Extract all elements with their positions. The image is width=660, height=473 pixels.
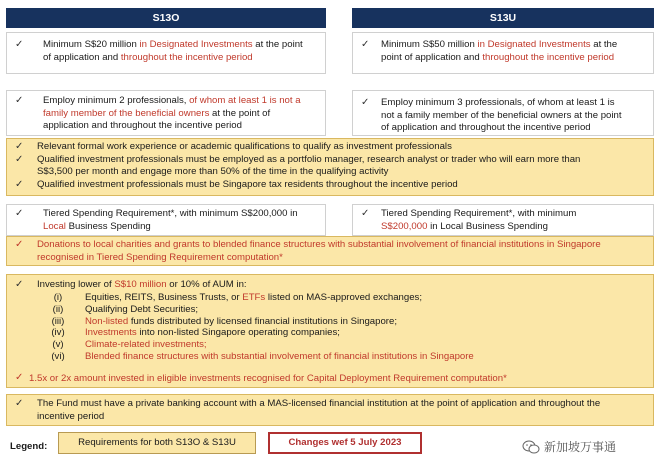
s13o-spending-requirement bbox=[6, 204, 326, 236]
item-number: (i) bbox=[53, 292, 63, 303]
item-number: (iv) bbox=[51, 327, 65, 339]
item-text: Blended finance structures with substantial involvement of financial institutions in Singapore bbox=[85, 351, 474, 362]
donations-recognition bbox=[6, 236, 654, 266]
s13o-aum-requirement bbox=[6, 32, 326, 74]
check-icon: ✓ bbox=[361, 39, 370, 50]
check-icon: ✓ bbox=[361, 97, 370, 108]
check-icon: ✓ bbox=[15, 208, 24, 219]
aum-text-right: Minimum S$50 million in Designated Investments at the point of application and throughout the incentive period bbox=[381, 39, 618, 63]
investment-item bbox=[43, 339, 643, 351]
item-text: Climate-related investments; bbox=[85, 339, 207, 351]
donations-text: Donations to local charities and grants to blended finance structures with substantial involvement of financial institutions in Singapore recognised in Tiered Spending Requirement computation* bbox=[37, 239, 601, 263]
staff-text-left: Employ minimum 2 professionals, of whom at least 1 is not a family member of the beneficial owners at the point of application and throughout the incentive period bbox=[43, 95, 301, 131]
check-icon: ✓ bbox=[15, 372, 24, 383]
watermark-text: 新加坡万事通 bbox=[544, 440, 617, 454]
criteria-text: Relevant formal work experience or academic qualifications to qualify as investment professionals Qualified investment professionals must be employed as a portfolio manager, research analyst or trader who will earn more than S$3,500 per month and engage more than 50% of the time in the qualifying activity Qualified investment professionals must be Singapore tax residents throughout the incentive period bbox=[37, 141, 581, 190]
investment-item bbox=[43, 351, 643, 363]
check-icon: ✓ bbox=[15, 141, 24, 152]
item-number: (iii) bbox=[51, 315, 65, 327]
investment-professional-criteria bbox=[6, 138, 654, 196]
header-s13u: S13U bbox=[352, 8, 654, 28]
s13o-staff-requirement bbox=[6, 90, 326, 136]
legend-label: Legend: bbox=[10, 441, 48, 452]
item-number: (ii) bbox=[52, 303, 64, 315]
banking-text: The Fund must have a private banking account with a MAS-licensed financial institution at the point of application and throughout the incentive period bbox=[37, 398, 601, 422]
check-icon: ✓ bbox=[15, 154, 24, 165]
investment-item bbox=[43, 316, 643, 328]
item-text: Investments into non-listed Singapore operating companies; bbox=[85, 327, 340, 339]
item-text: Non-listed funds distributed by licensed financial institutions in Singapore; bbox=[85, 315, 397, 327]
check-icon: ✓ bbox=[15, 279, 24, 290]
investment-item bbox=[43, 304, 643, 316]
item-text: Qualifying Debt Securities; bbox=[85, 303, 199, 315]
investment-item bbox=[43, 327, 643, 339]
s13u-staff-requirement bbox=[352, 90, 654, 136]
check-icon: ✓ bbox=[15, 398, 24, 409]
multiplier-text: 1.5x or 2x amount invested in eligible investments recognised for Capital Deployment Requirement computation* bbox=[29, 373, 507, 384]
item-number: (v) bbox=[52, 339, 64, 351]
aum-text-left: Minimum S$20 million in Designated Investments at the point of application and throughout the incentive period bbox=[43, 39, 303, 63]
s13u-spending-requirement bbox=[352, 204, 654, 236]
check-icon: ✓ bbox=[361, 208, 370, 219]
private-banking-requirement bbox=[6, 394, 654, 426]
capital-intro: Investing lower of S$10 million or 10% of AUM in: bbox=[37, 279, 247, 290]
check-icon: ✓ bbox=[15, 239, 24, 250]
investment-item bbox=[43, 292, 643, 304]
header-s13o: S13O bbox=[6, 8, 326, 28]
capital-deployment-requirement bbox=[6, 274, 654, 388]
check-icon: ✓ bbox=[15, 95, 24, 106]
watermark bbox=[522, 438, 616, 455]
s13u-aum-requirement bbox=[352, 32, 654, 74]
legend-both: Requirements for both S13O & S13U bbox=[58, 432, 256, 454]
spending-text-right: Tiered Spending Requirement*, with minimum S$200,000 in Local Business Spending bbox=[381, 208, 577, 232]
legend-changes: Changes wef 5 July 2023 bbox=[268, 432, 422, 454]
staff-text-right: Employ minimum 3 professionals, of whom at least 1 is not a family member of the beneficial owners at the point of application and throughout the incentive period bbox=[381, 97, 622, 133]
item-number: (vi) bbox=[51, 351, 65, 362]
spending-text-left: Tiered Spending Requirement*, with minimum S$200,000 in Local Business Spending bbox=[43, 208, 298, 232]
check-icon: ✓ bbox=[15, 179, 24, 190]
check-icon: ✓ bbox=[15, 39, 24, 50]
item-text: Equities, REITS, Business Trusts, or ETFs listed on MAS-approved exchanges; bbox=[85, 292, 423, 303]
wechat-icon bbox=[522, 440, 540, 454]
